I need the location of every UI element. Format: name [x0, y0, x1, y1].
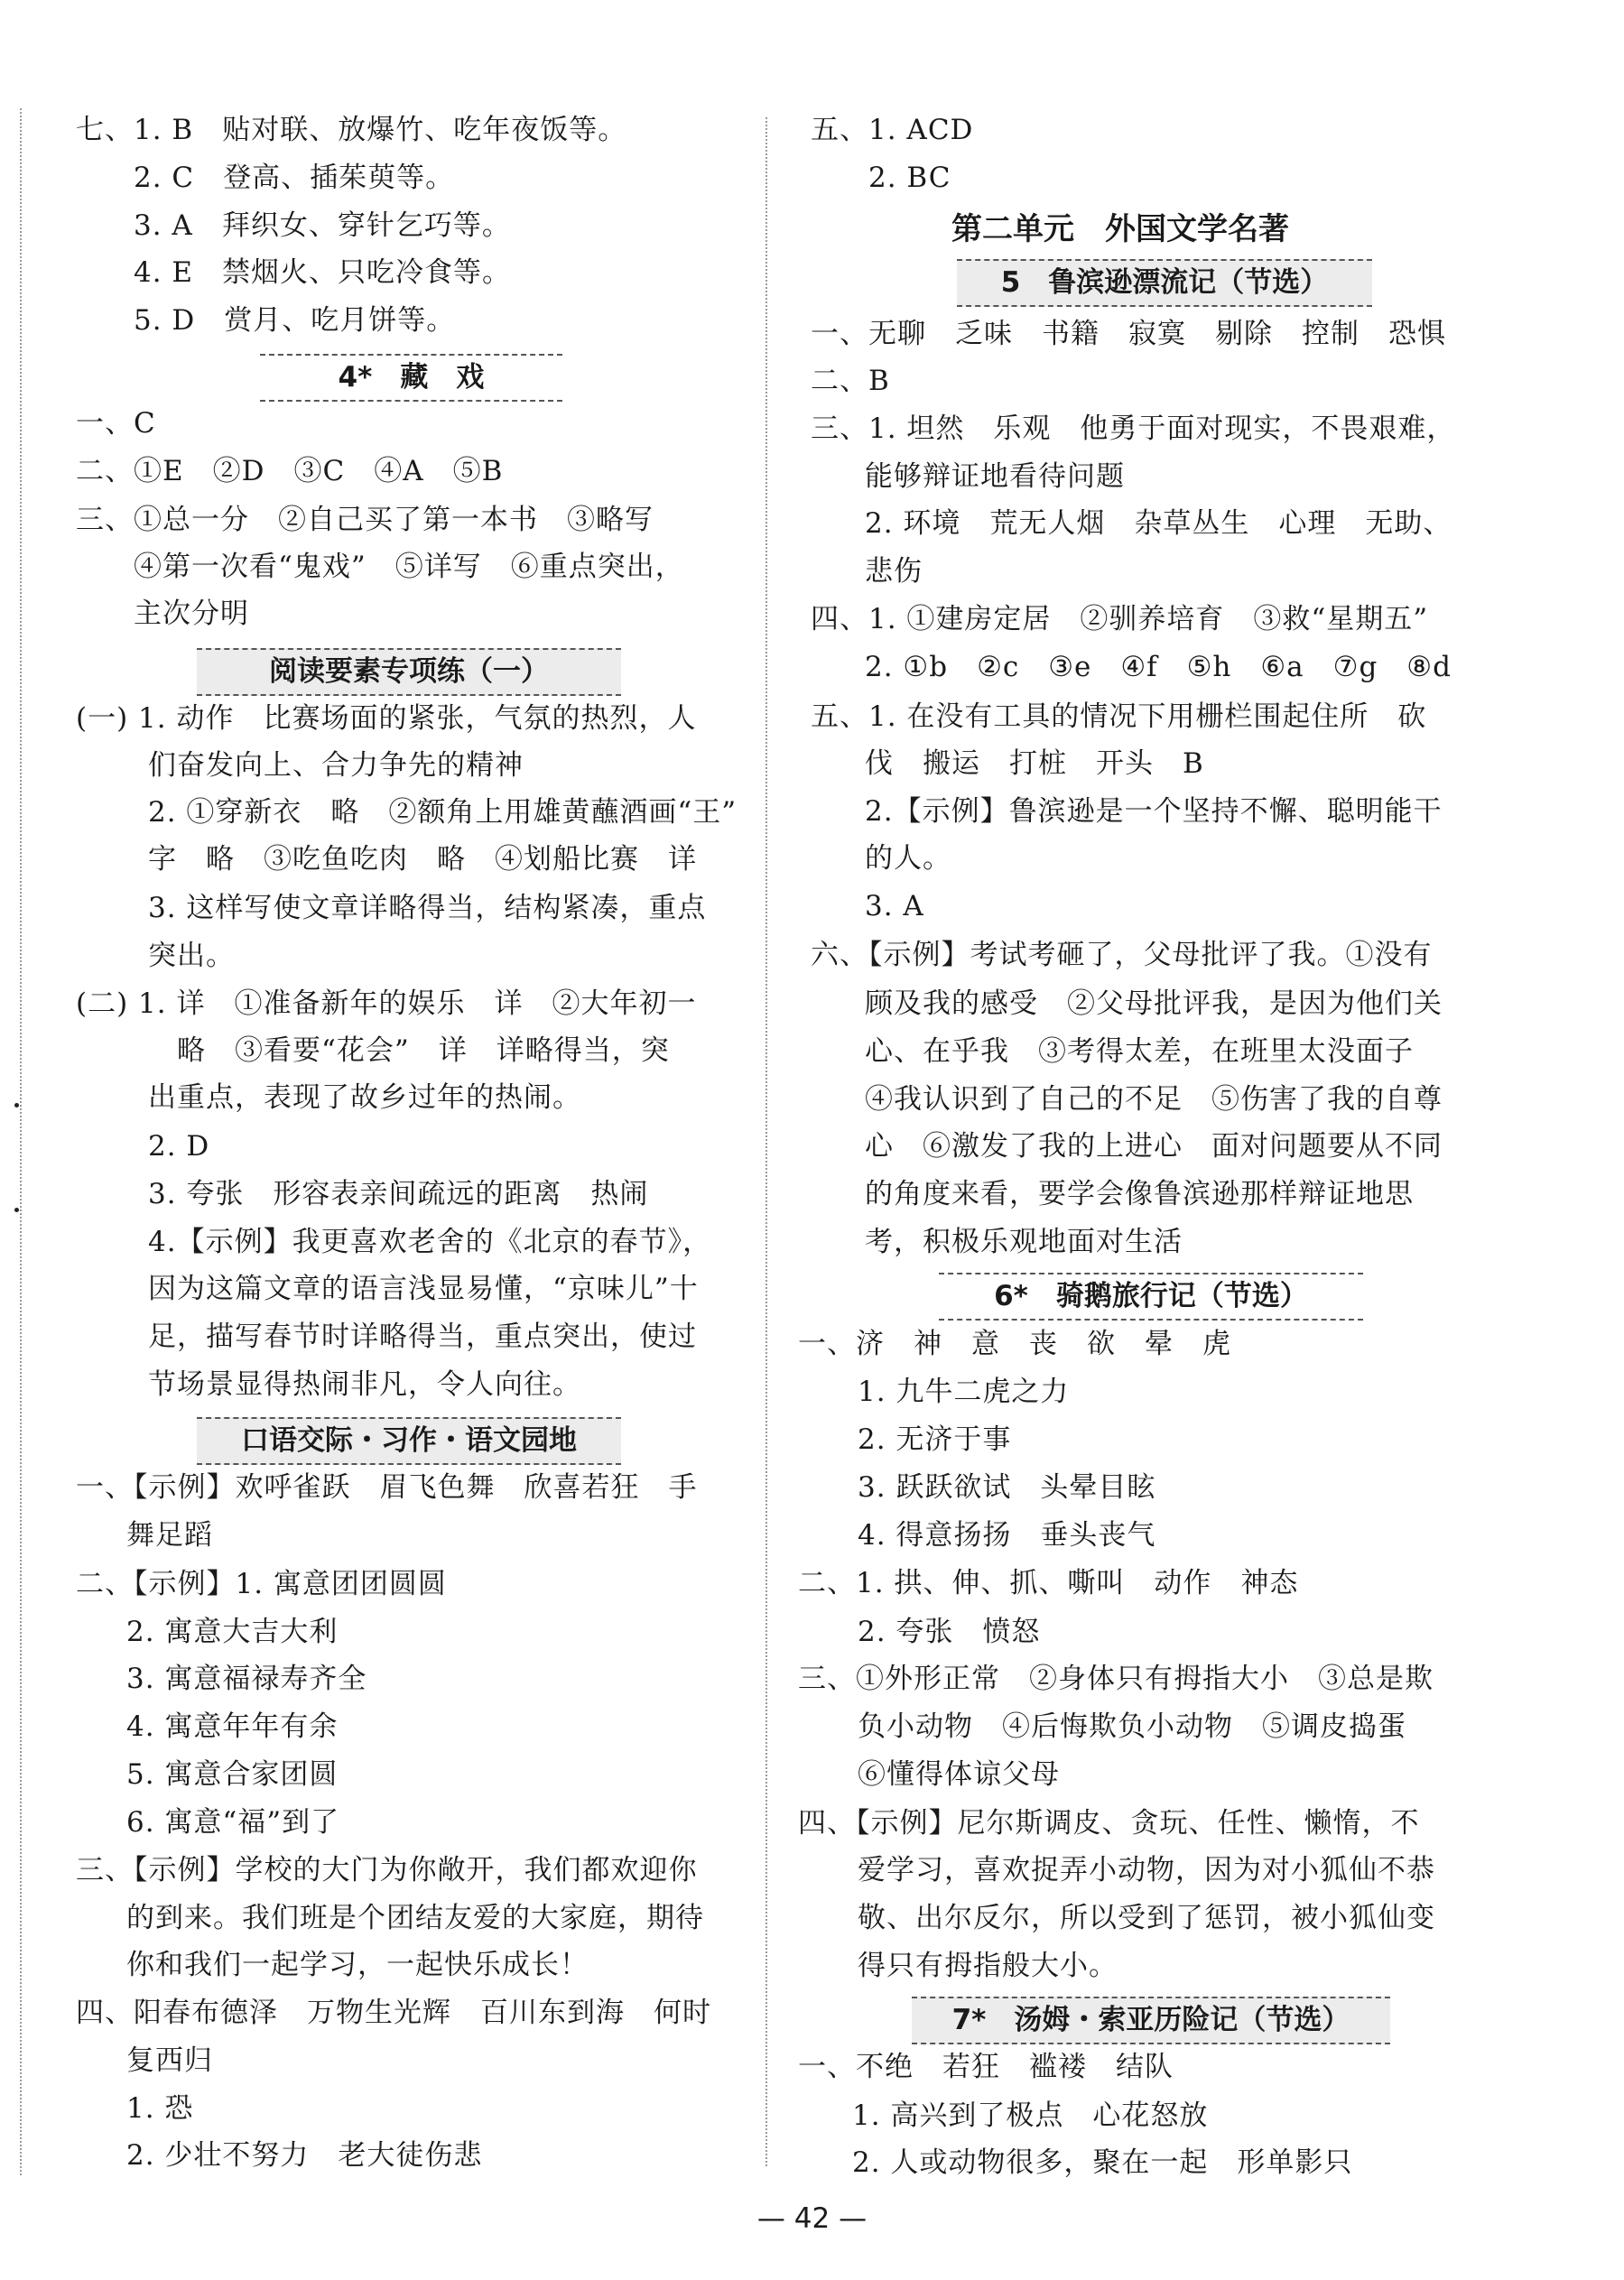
answer-line: 负小动物 ④后悔欺负小动物 ⑤调皮捣蛋 — [858, 1710, 1406, 1743]
answer-line: 伐 搬运 打桩 开头 B — [865, 747, 1204, 780]
answer-line: 3. 这样写使文章详略得当，结构紧凑，重点 — [148, 892, 707, 924]
answer-line: 四、阳春布德泽 万物生光辉 百川东到海 何时 — [76, 1997, 711, 2029]
section-banner-tom-sawyer: 7* 汤姆・索亚历险记（节选） — [912, 1997, 1390, 2044]
answer-line: 顾及我的感受 ②父母批评我，是因为他们关 — [865, 987, 1443, 1020]
answer-line: 3. A 拜织女、穿针乞巧等。 — [134, 209, 511, 242]
answer-line: 字 略 ③吃鱼吃肉 略 ④划船比赛 详 — [148, 843, 697, 876]
answer-line: 2. 寓意大吉大利 — [126, 1616, 339, 1648]
answer-line: 能够辩证地看待问题 — [865, 460, 1125, 493]
answer-line: 4. 得意扬扬 垂头丧气 — [858, 1519, 1156, 1552]
answer-line: 5. 寓意合家团圆 — [126, 1758, 339, 1791]
answer-line: 主次分明 — [134, 598, 249, 630]
answer-line: ⑥懂得体谅父母 — [858, 1758, 1060, 1791]
section-banner-zang-xi: 4* 藏 戏 — [260, 354, 562, 402]
answer-line: 一、不绝 若狂 褴褛 结队 — [798, 2051, 1174, 2083]
answer-line: 2. ①b ②c ③e ④f ⑤h ⑥a ⑦g ⑧d — [865, 651, 1452, 683]
answer-line: 2. 无济于事 — [858, 1423, 1012, 1456]
answer-line: 2.【示例】鲁滨逊是一个坚持不懈、聪明能干 — [865, 795, 1443, 828]
answer-line: 爱学习，喜欢捉弄小动物，因为对小狐仙不恭 — [858, 1854, 1435, 1886]
answer-line: ④第一次看“鬼戏” ⑤详写 ⑥重点突出， — [134, 551, 684, 583]
answer-line: 四、【示例】尼尔斯调皮、贪玩、任性、懒惰，不 — [798, 1807, 1420, 1840]
answer-line: 舞足蹈 — [126, 1519, 213, 1552]
answer-line: 心、在乎我 ③考得太差，在班里太没面子 — [865, 1035, 1414, 1068]
answer-line: 一、C — [76, 407, 156, 440]
answer-line: 出重点，表现了故乡过年的热闹。 — [148, 1081, 581, 1114]
answer-line: 4. 寓意年年有余 — [126, 1710, 339, 1743]
answer-line: 突出。 — [148, 940, 235, 972]
answer-line: 的人。 — [865, 842, 951, 875]
answer-line: 悲伤 — [865, 555, 923, 588]
answer-line: 节场景显得热闹非凡，令人向往。 — [148, 1368, 581, 1401]
answer-line: 三、①外形正常 ②身体只有拇指大小 ③总是欺 — [798, 1663, 1434, 1695]
answer-line: 因为这篇文章的语言浅显易懂，“京味儿”十 — [148, 1273, 699, 1305]
answer-line: 3. 夸张 形容表亲间疏远的距离 热闹 — [148, 1178, 649, 1210]
answer-line: 4.【示例】我更喜欢老舍的《北京的春节》， — [148, 1226, 712, 1258]
answer-line: 2. 少壮不努力 老大徒伤悲 — [126, 2139, 483, 2172]
answer-line: 2. 人或动物很多，聚在一起 形单影只 — [852, 2146, 1353, 2179]
answer-line: 五、1. ACD — [811, 114, 974, 146]
answer-line: 3. 跃跃欲试 头晕目眩 — [858, 1471, 1156, 1504]
answer-line: 2. D — [148, 1130, 210, 1163]
section-banner-robinson: 5 鲁滨逊漂流记（节选） — [957, 259, 1372, 307]
answer-line: 敬、出尔反尔，所以受到了惩罚，被小狐仙变 — [858, 1902, 1435, 1934]
answer-line: 的角度来看，要学会像鲁滨逊那样辩证地思 — [865, 1178, 1414, 1210]
answer-line: 一、【示例】欢呼雀跃 眉飞色舞 欣喜若狂 手 — [76, 1471, 698, 1504]
answer-line: 1. 九牛二虎之力 — [858, 1376, 1070, 1408]
answer-line: 4. E 禁烟火、只吃冷食等。 — [134, 256, 512, 289]
page-number: — 42 — — [756, 2202, 868, 2235]
answer-line: 的到来。我们班是个团结友爱的大家庭，期待 — [126, 1902, 704, 1934]
answer-line: 3. A — [865, 890, 924, 922]
answer-line: 1. 高兴到了极点 心花怒放 — [852, 2099, 1209, 2132]
answer-line: 3. 寓意福禄寿齐全 — [126, 1663, 367, 1695]
answer-line: 2. ①穿新衣 略 ②额角上用雄黄蘸酒画“王” — [148, 796, 738, 829]
answer-line: 四、1. ①建房定居 ②驯养培育 ③救“星期五” — [811, 603, 1429, 635]
answer-line: 2. 环境 荒无人烟 杂草丛生 心理 无助、 — [865, 507, 1452, 540]
answer-line: (二) 1. 详 ①准备新年的娱乐 详 ②大年初一 — [76, 987, 697, 1020]
answer-line: ④我认识到了自己的不足 ⑤伤害了我的自尊 — [865, 1083, 1443, 1116]
answer-line: 得只有拇指般大小。 — [858, 1950, 1118, 1982]
answer-line: 略 ③看要“花会” 详 详略得当，突 — [177, 1034, 670, 1067]
answer-line: 一、济 神 意 丧 欲 晕 虎 — [798, 1328, 1231, 1360]
answer-line: 六、【示例】考试考砸了，父母批评了我。①没有 — [811, 939, 1433, 971]
section-banner-oral-writing: 口语交际・习作・语文园地 — [197, 1417, 621, 1465]
answer-line: 2. C 登高、插茱萸等。 — [134, 162, 455, 194]
answer-line: 考，积极乐观地面对生活 — [865, 1226, 1183, 1258]
answer-line: 你和我们一起学习，一起快乐成长！ — [126, 1949, 589, 1981]
answer-line: 5. D 赏月、吃月饼等。 — [134, 304, 456, 337]
answer-line: 复西归 — [126, 2044, 213, 2077]
answer-line: 2. 夸张 愤怒 — [858, 1616, 1041, 1648]
unit-title: 第二单元 外国文学名著 — [951, 211, 1289, 247]
section-banner-nils: 6* 骑鹅旅行记（节选） — [939, 1273, 1363, 1321]
answer-line: 二、B — [811, 365, 890, 397]
answer-line: 三、【示例】学校的大门为你敞开，我们都欢迎你 — [76, 1854, 698, 1886]
answer-line: 一、无聊 乏味 书籍 寂寞 剔除 控制 恐惧 — [811, 318, 1446, 350]
answer-line: 2. BC — [868, 162, 951, 194]
answer-line: 三、1. 坦然 乐观 他勇于面对现实，不畏艰难， — [811, 412, 1456, 445]
answer-line: 1. 恐 — [126, 2092, 194, 2125]
answer-line: 足，描写春节时详略得当，重点突出，使过 — [148, 1321, 697, 1353]
answer-line: 二、【示例】1. 寓意团团圆圆 — [76, 1568, 447, 1600]
answer-line: 二、①E ②D ③C ④A ⑤B — [76, 455, 504, 487]
answer-line: 二、1. 拱、伸、抓、嘶叫 动作 神态 — [798, 1567, 1299, 1599]
answer-line: 七、1. B 贴对联、放爆竹、吃年夜饭等。 — [76, 114, 627, 146]
answer-line: 三、①总一分 ②自己买了第一本书 ③略写 — [76, 504, 654, 536]
answer-line: 心 ⑥激发了我的上进心 面对问题要从不同 — [865, 1130, 1443, 1163]
answer-line: 们奋发向上、合力争先的精神 — [148, 749, 524, 782]
answer-line: 6. 寓意“福”到了 — [126, 1806, 340, 1839]
section-banner-reading-practice: 阅读要素专项练（一） — [197, 648, 621, 696]
answer-line: 五、1. 在没有工具的情况下用栅栏围起住所 砍 — [811, 700, 1427, 733]
answer-line: (一) 1. 动作 比赛场面的紧张，气氛的热烈，人 — [76, 702, 697, 735]
